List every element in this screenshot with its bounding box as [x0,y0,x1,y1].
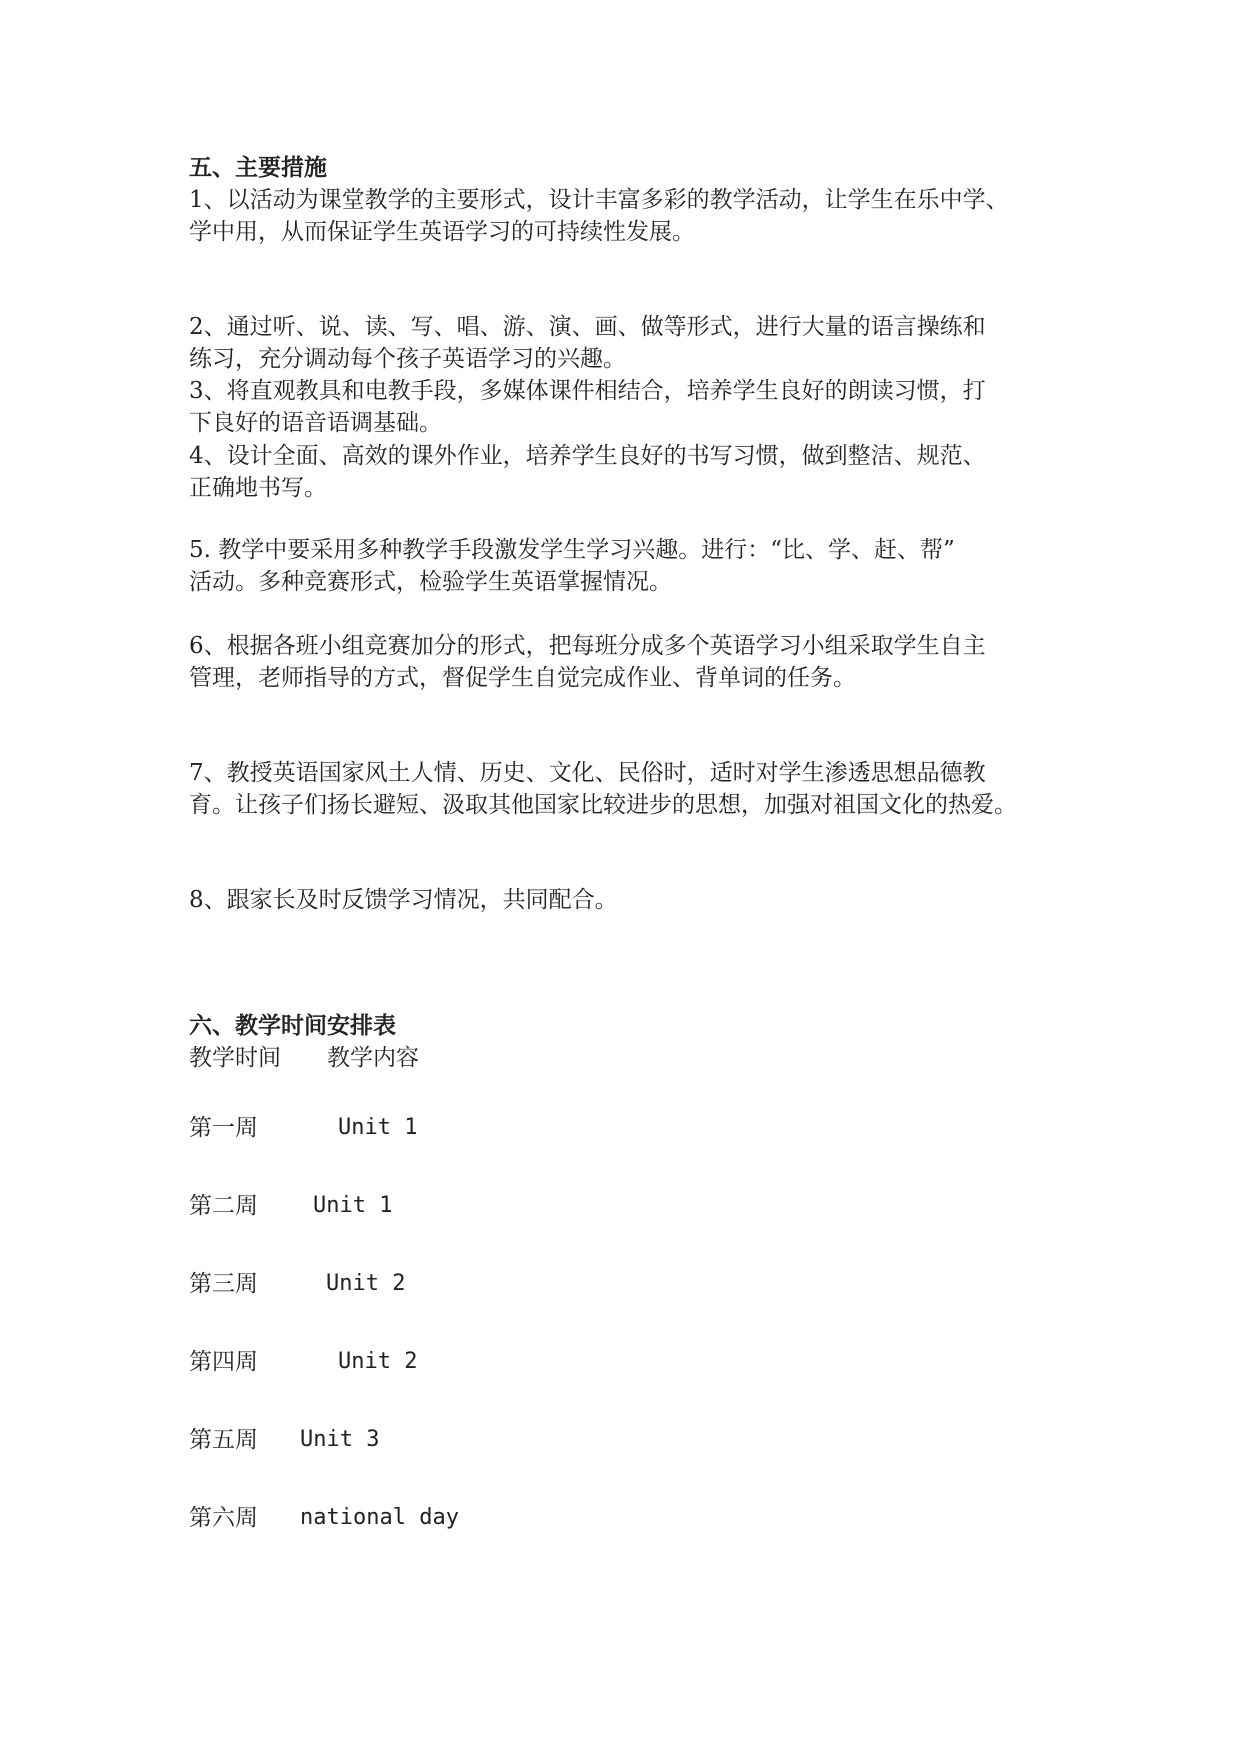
measure-8-line-1: 8、跟家长及时反馈学习情况，共同配合。 [189,887,618,913]
schedule-header-time: 教学时间 [189,1045,281,1071]
schedule-week: 第二周 [189,1193,258,1219]
schedule-header-content: 教学内容 [327,1045,419,1071]
measure-4-line-1: 4、设计全面、高效的课外作业，培养学生良好的书写习惯，做到整洁、规范、 [189,443,986,469]
measure-1-line-1: 1、以活动为课堂教学的主要形式，设计丰富多彩的教学活动，让学生在乐中学、 [189,187,1009,213]
schedule-content: Unit 2 [338,1349,418,1374]
schedule-week: 第一周 [189,1115,258,1141]
measure-7-line-2: 育。让孩子们扬长避短、汲取其他国家比较进步的思想，加强对祖国文化的热爱。 [189,792,1017,818]
measure-5-line-1: 5. 教学中要采用多种教学手段激发学生学习兴趣。进行：“比、学、赶、帮” [189,537,955,563]
schedule-week: 第五周 [189,1427,258,1453]
section-5-heading: 五、主要措施 [189,154,327,181]
measure-3-line-1: 3、将直观教具和电教手段，多媒体课件相结合，培养学生良好的朗读习惯，打 [189,378,986,404]
measure-5-line-2: 活动。多种竞赛形式，检验学生英语掌握情况。 [189,569,672,595]
schedule-content: Unit 2 [326,1271,406,1296]
measure-1-line-2: 学中用，从而保证学生英语学习的可持续性发展。 [189,219,695,245]
measure-6-line-1: 6、根据各班小组竞赛加分的形式，把每班分成多个英语学习小组采取学生自主 [189,633,986,659]
measure-3-line-2: 下良好的语音语调基础。 [189,410,442,436]
schedule-week: 第六周 [189,1505,258,1531]
measure-2-line-1: 2、通过听、说、读、写、唱、游、演、画、做等形式，进行大量的语言操练和 [189,314,986,340]
measure-6-line-2: 管理，老师指导的方式，督促学生自觉完成作业、背单词的任务。 [189,665,856,691]
schedule-content: Unit 1 [338,1115,418,1140]
schedule-content: national day [300,1505,459,1530]
measure-4-line-2: 正确地书写。 [189,475,327,501]
schedule-content: Unit 1 [313,1193,393,1218]
schedule-content: Unit 3 [300,1427,380,1452]
measure-7-line-1: 7、教授英语国家风土人情、历史、文化、民俗时，适时对学生渗透思想品德教 [189,760,986,786]
schedule-week: 第四周 [189,1349,258,1375]
section-6-heading: 六、教学时间安排表 [189,1012,396,1039]
schedule-week: 第三周 [189,1271,258,1297]
measure-2-line-2: 练习，充分调动每个孩子英语学习的兴趣。 [189,346,626,372]
